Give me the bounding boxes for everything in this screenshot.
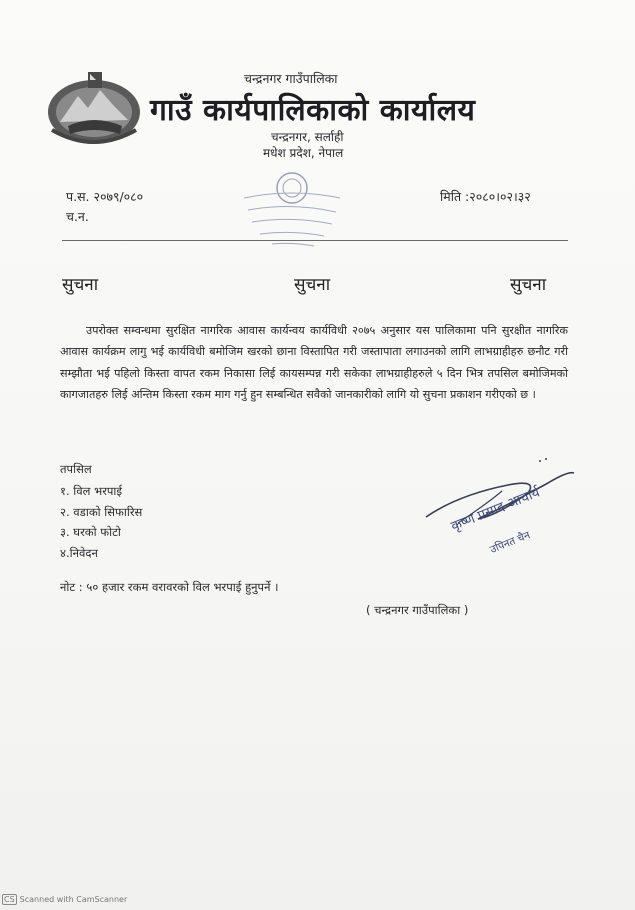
notice-heading-center: सुचना — [294, 275, 331, 295]
dispatch-number: च.न. — [66, 209, 89, 224]
nepal-emblem-logo — [44, 70, 144, 148]
reference-number: प.स. २०७९/०८० — [66, 189, 144, 204]
office-stamp — [238, 168, 346, 250]
notice-heading-right: सुचना — [510, 275, 547, 295]
watermark-text: Scanned with CamScanner — [19, 895, 128, 904]
document-date: मिति :२०८०।०२।३२ — [440, 189, 531, 204]
note-text: नोट : ५० हजार रकम वरावरको विल भरपाई हुनुपर्ने । — [60, 580, 279, 594]
sender-name: ( चन्द्रनगर गाउँपालिका ) — [366, 603, 469, 617]
signatory-designation: उपिनत चैन — [488, 529, 532, 557]
header-divider — [62, 240, 568, 241]
tapsil-label: तपसिल — [60, 462, 92, 476]
notice-heading-left: सुचना — [62, 275, 99, 295]
list-item: ३. घरको फोटो — [60, 525, 121, 539]
address-line1: चन्द्रनगर, सर्लाही — [271, 130, 344, 144]
municipality-name: चन्द्रनगर गाउँपालिका — [244, 71, 338, 86]
list-item: २. वडाको सिफारिस — [60, 504, 143, 519]
scanner-watermark — [2, 894, 127, 905]
camscanner-icon: CS — [4, 895, 15, 904]
tapsil-list — [60, 481, 142, 563]
list-item: १. विल भरपाई — [60, 484, 123, 498]
notice-body: उपरोक्त सम्वन्धमा सुरक्षित नागरिक आवास कार्यन्वय कार्यविधी २०७५ अनुसार यस पालिकामा पनि सुरक्षीत नागरिक आवास कार्यक्रम लागु भई कार्यविधी बमोजिम खरको छाना विस्तापित गरी जस्तापाता लगाउनको लागि लाभग्राहीहरु छनौट गरी सम्झौता भई पहिलो किस्ता वापत रकम निकासा लिई कायसम्पन्न गरी सकेका लाभग्राहीहरुले ५ दिन भित्र तपसिल बमोजिमको कागजातहरु लिई अन्तिम किस्ता रकम माग गर्नु हुन सम्बन्धित सवैको जानकारीको लागि यो सुचना प्रकाशन गरीएको छ । — [60, 324, 568, 401]
signatory-name: कृष्ण प्रसाद आचार्य — [448, 484, 543, 535]
list-item: ४.निवेदन — [60, 545, 98, 560]
office-title: गाउँ कार्यपालिकाको कार्यालय — [150, 93, 476, 128]
address-line2: मधेश प्रदेश, नेपाल — [263, 146, 344, 160]
